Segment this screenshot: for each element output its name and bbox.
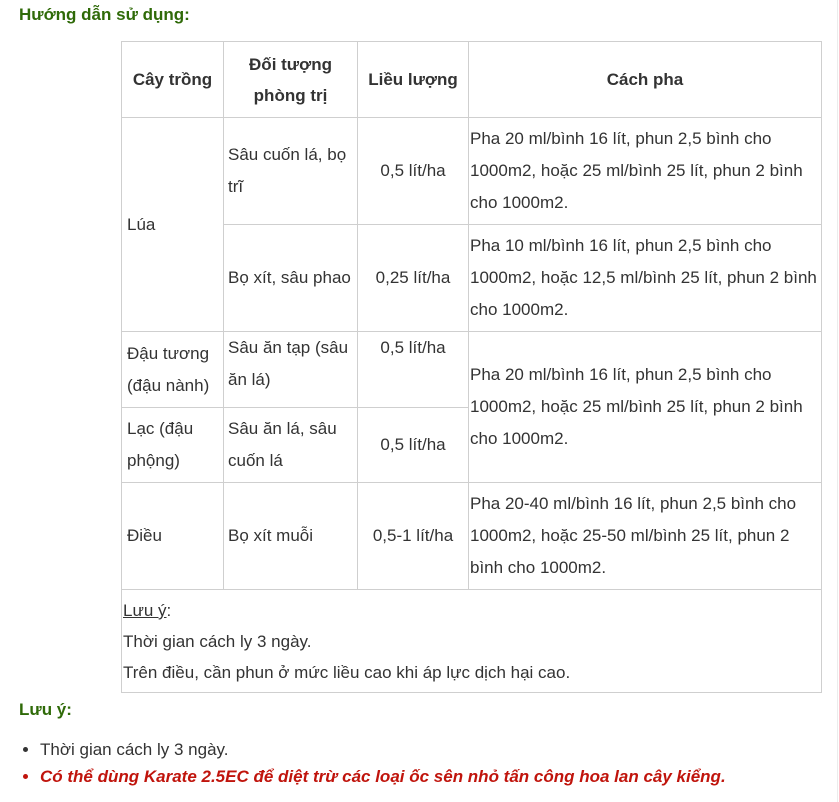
usage-table [121, 41, 822, 693]
table-note-title [123, 595, 820, 626]
mix-cell: Pha 20-40 ml/bình 16 lít, phun 2,5 bình cho 1000m2, hoặc 25-50 ml/bình 25 lít, phun 2 bình cho 1000m2. [469, 483, 822, 590]
mix-cell: Pha 20 ml/bình 16 lít, phun 2,5 bình cho 1000m2, hoặc 25 ml/bình 25 lít, phun 2 bình cho 1000m2. [469, 118, 822, 225]
pest-cell: Sâu ăn tạp (sâu ăn lá) [224, 332, 358, 408]
pest-cell: Sâu cuốn lá, bọ trĩ [224, 118, 358, 225]
note-heading: Lưu ý: [19, 700, 72, 719]
usage-instructions-heading: Hướng dẫn sử dụng: [19, 5, 190, 24]
table-note-title-text: Lưu ý [123, 601, 167, 620]
table-row [122, 118, 822, 225]
dose-cell: 0,25 lít/ha [358, 225, 469, 332]
notes-list [0, 736, 726, 790]
table-row [122, 332, 822, 408]
header-target-pest: Đối tượng phòng trị [224, 42, 358, 118]
crop-cell: Điều [122, 483, 224, 590]
list-item-warning: • Có thể dùng Karate 2.5EC để diệt trừ các loại ốc sên nhỏ tấn công hoa lan cây kiểng. [40, 763, 726, 790]
table-note-line: Thời gian cách ly 3 ngày. [123, 632, 312, 651]
table-header-row [122, 42, 822, 118]
crop-cell: Đậu tương (đậu nành) [122, 332, 224, 408]
pest-cell: Bọ xít, sâu phao [224, 225, 358, 332]
crop-cell: Lúa [122, 118, 224, 332]
table-row [122, 483, 822, 590]
dose-cell: 0,5-1 lít/ha [358, 483, 469, 590]
pest-cell: Sâu ăn lá, sâu cuốn lá [224, 408, 358, 483]
dose-cell: 0,5 lít/ha [358, 408, 469, 483]
header-dosage: Liều lượng [358, 42, 469, 118]
header-mixing: Cách pha [469, 42, 822, 118]
header-crop: Cây trồng [122, 42, 224, 118]
table-row [122, 225, 822, 332]
table-note-colon: : [166, 601, 172, 620]
pest-cell: Bọ xít muỗi [224, 483, 358, 590]
table-note-row [122, 590, 822, 693]
crop-cell: Lạc (đậu phộng) [122, 408, 224, 483]
dose-cell: 0,5 lít/ha [358, 332, 469, 408]
table-note-line: Trên điều, cần phun ở mức liều cao khi áp lực dịch hại cao. [123, 663, 571, 682]
list-item: • Thời gian cách ly 3 ngày. [40, 736, 726, 763]
mix-cell: Pha 20 ml/bình 16 lít, phun 2,5 bình cho 1000m2, hoặc 25 ml/bình 25 lít, phun 2 bình cho 1000m2. [469, 332, 822, 483]
table-note-cell [122, 590, 822, 693]
mix-cell: Pha 10 ml/bình 16 lít, phun 2,5 bình cho 1000m2, hoặc 12,5 ml/bình 25 lít, phun 2 bình cho 1000m2. [469, 225, 822, 332]
dose-cell: 0,5 lít/ha [358, 118, 469, 225]
